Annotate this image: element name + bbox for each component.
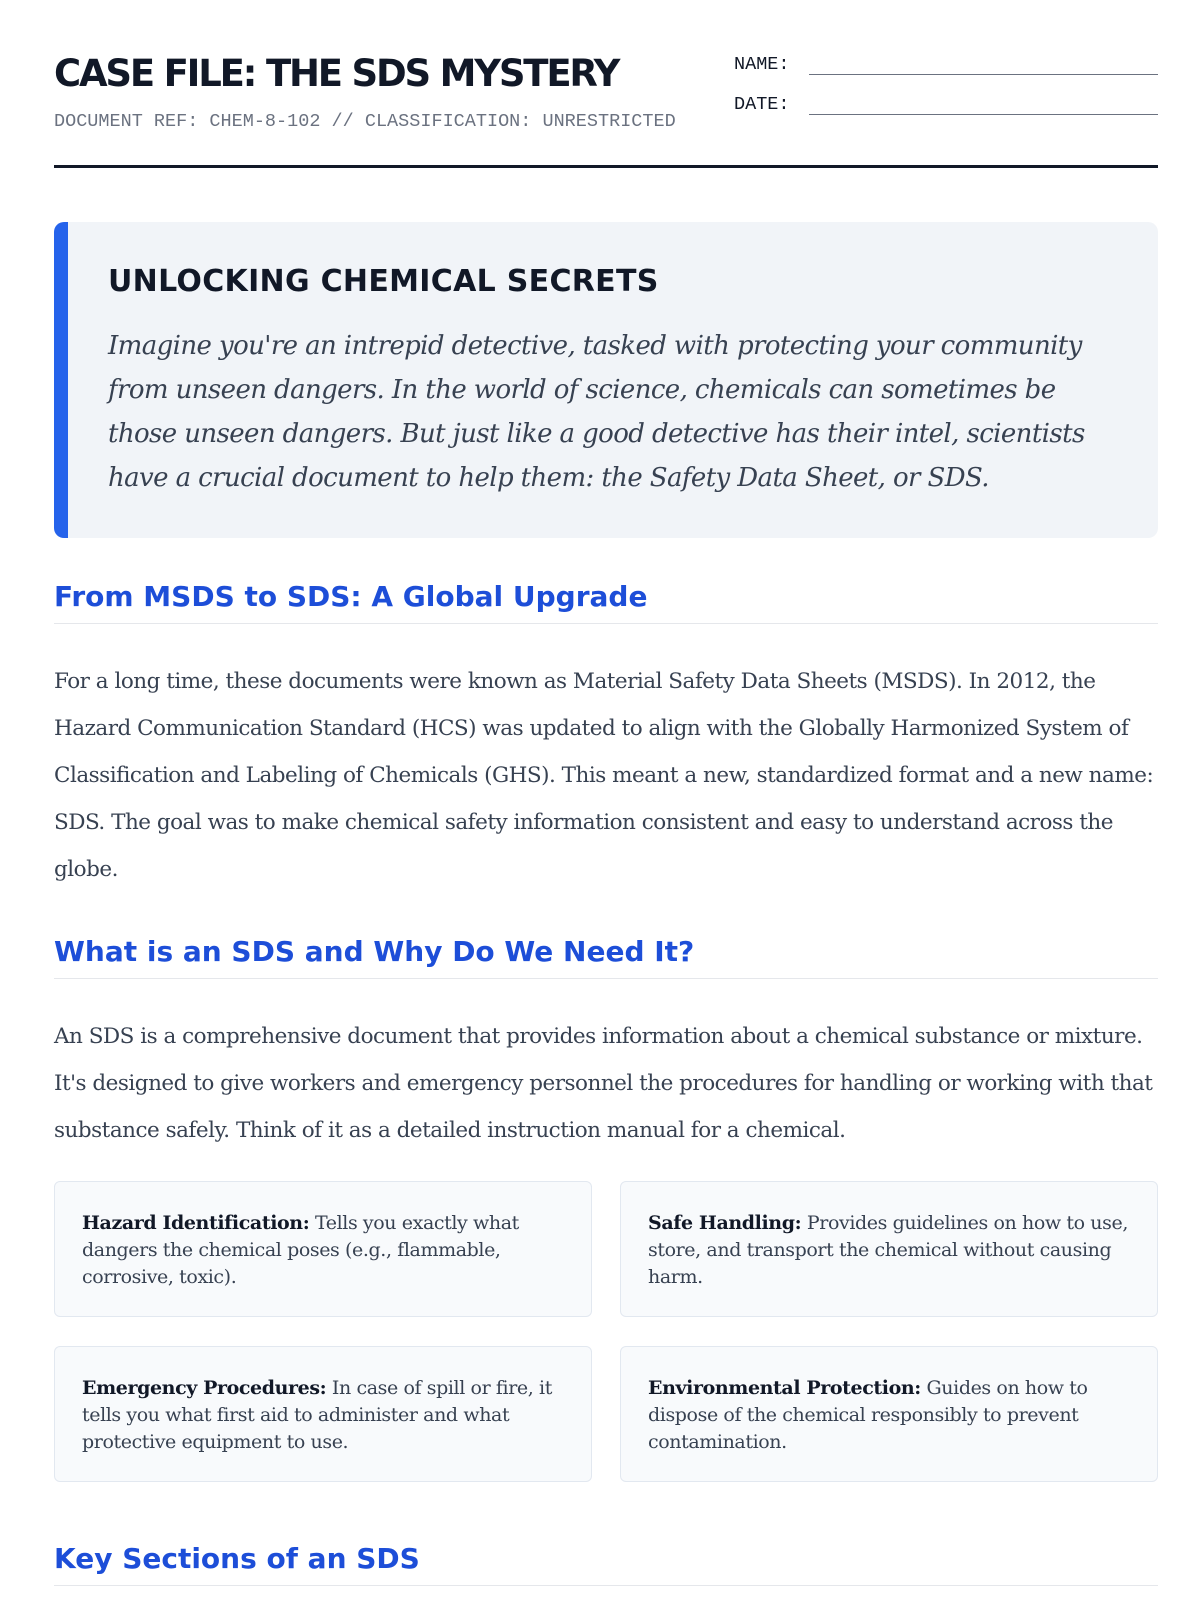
section-heading-key-sections: Key Sections of an SDS — [54, 1542, 1158, 1586]
name-label: NAME: — [734, 54, 790, 75]
intro-callout — [54, 222, 1158, 538]
card-description: Tells you exactly what dangers the chemical poses (e.g., flammable, corrosive, toxic). — [82, 1212, 519, 1288]
card-term: Environmental Protection: — [648, 1377, 921, 1399]
document-reference: DOCUMENT REF: CHEM-8-102 // CLASSIFICATION: UNRESTRICTED — [54, 111, 676, 132]
card-hazard-identification — [54, 1181, 592, 1317]
card-environmental-protection — [620, 1346, 1158, 1482]
section-text-what-is-sds: An SDS is a comprehensive document that provides information about a chemical substance or mixture. It's designed to give workers and emergency personnel the procedures for handling or working with that substance safely. Think of it as a detailed instruction manual for a chemical. — [54, 1024, 1153, 1143]
card-description: In case of spill or fire, it tells you what first aid to administer and what protective equipment to use. — [82, 1377, 552, 1453]
document-title: CASE FILE: THE SDS MYSTERY — [54, 52, 619, 95]
date-field[interactable] — [734, 94, 1158, 118]
card-safe-handling — [620, 1181, 1158, 1317]
name-line[interactable] — [809, 74, 1158, 75]
date-label: DATE: — [734, 94, 790, 115]
date-line[interactable] — [809, 114, 1158, 115]
card-term: Emergency Procedures: — [82, 1377, 327, 1399]
section-heading-msds-to-sds: From MSDS to SDS: A Global Upgrade — [54, 580, 1158, 624]
card-term: Hazard Identification: — [82, 1212, 310, 1234]
card-description: Provides guidelines on how to use, store, and transport the chemical without causing harm. — [648, 1212, 1128, 1288]
card-term: Safe Handling: — [648, 1212, 802, 1234]
section-heading-what-is-sds: What is an SDS and Why Do We Need It? — [54, 935, 1158, 979]
worksheet-page — [54, 0, 1158, 1575]
intro-title: UNLOCKING CHEMICAL SECRETS — [108, 264, 659, 299]
section-text-msds-to-sds: For a long time, these documents were known as Material Safety Data Sheets (MSDS). In 2012, the Hazard Communication Standard (HCS) was updated to align with the Globally Harmonized System of Classification and Labeling of Chemicals (GHS). This meant a new, standardized format and a new name: SDS. The goal was to make chemical safety information consistent and easy to understand across the globe. — [54, 669, 1154, 882]
intro-text: Imagine you're an intrepid detective, tasked with protecting your community from unseen dangers. In the world of science, chemicals can sometimes be those unseen dangers. But just like a good detective has their intel, scientists have a crucial document to help them: the Safety Data Sheet, or SDS. — [108, 331, 1085, 493]
card-emergency-procedures — [54, 1346, 592, 1482]
card-description: Guides on how to dispose of the chemical responsibly to prevent contamination. — [648, 1377, 1088, 1453]
name-field[interactable] — [734, 54, 1158, 78]
document-header — [54, 0, 1158, 168]
